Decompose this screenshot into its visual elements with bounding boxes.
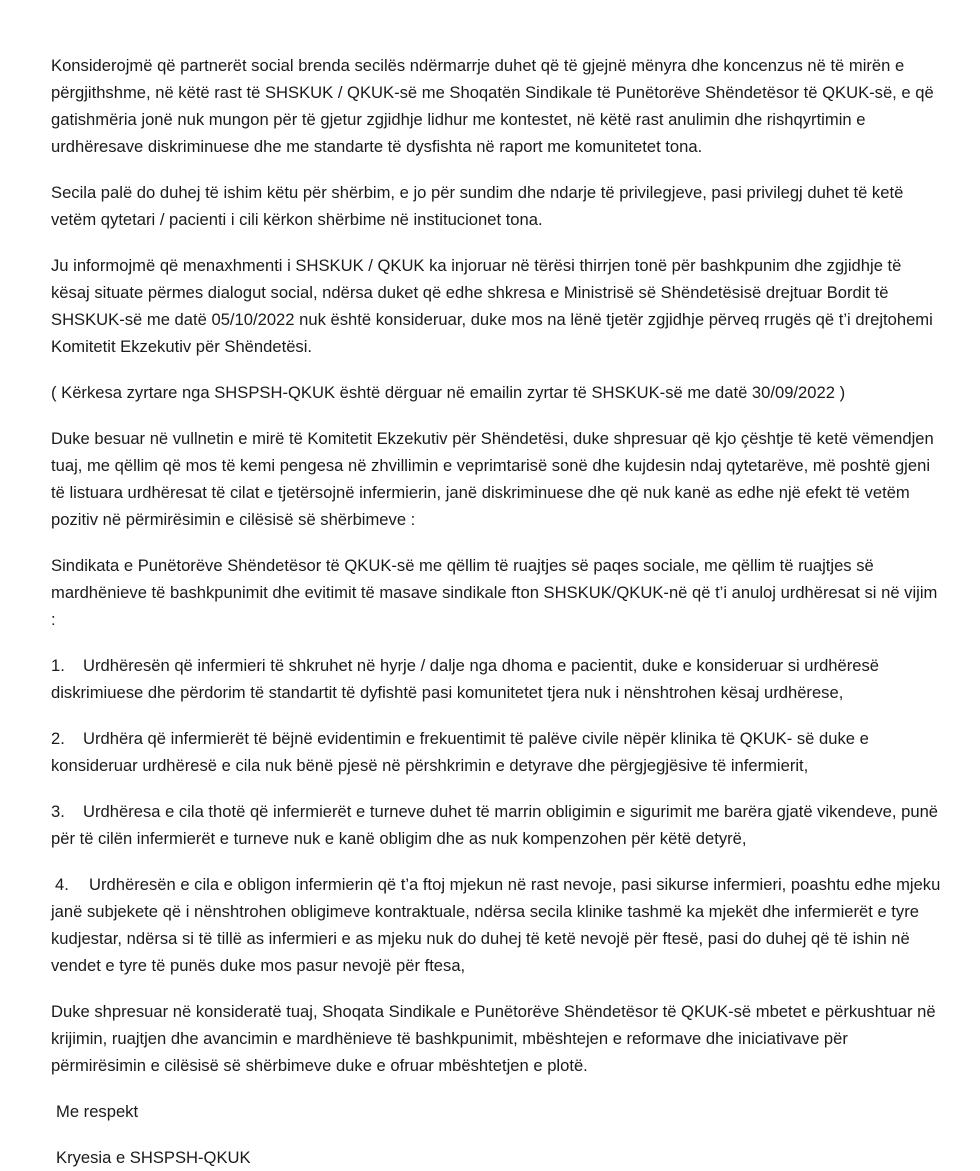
paragraph-management: Ju informojmë që menaxhmenti i SHSKUK / QKUK ka injoruar në tërësi thirrjen tonë për bashkpunim dhe zgjidhje të kësaj situate përmes dialogut social, ndërsa duket që edhe shkresa e Ministrisë së Shëndetësisë drejtuar Bordit të SHSKUK-së me datë 05/10/2022 nuk është konsideruar, duke mos na lënë tjetër zgjidhje përveq rrugës që t’i drejtohemi Komitetit Ekzekutiv për Shëndetësi. xyxy=(51,256,933,356)
paragraph-union-call: Sindikata e Punëtorëve Shëndetësor të QKUK-së me qëllim të ruajtjes së paqes sociale, me qëllim të ruajtjes së mardhënieve të bashkpunimit dhe evitimit të masave sindikale fton SHSKUK/QKUK-në që t’i anuloj urdhëresat si në vijim : xyxy=(51,556,938,629)
list-item xyxy=(51,871,944,979)
paragraph-service: Secila palë do duhej të ishim këtu për shërbim, e jo për sundim dhe ndarje të privilegjeve, pasi privilegj duhet të ketë vetëm qytetari / pacienti i cili kërkon shërbime në institucionet tona. xyxy=(51,183,904,229)
list-item-number: 4. xyxy=(55,875,69,894)
list-item-number: 2. xyxy=(51,729,65,748)
signature: Kryesia e SHSPSH-QKUK xyxy=(56,1148,251,1167)
list-item xyxy=(51,652,944,706)
paragraph-final: Duke shpresuar në konsideratë tuaj, Shoqata Sindikale e Punëtorëve Shëndetësor të QKUK-së mbetet e përkushtuar në krijimin, ruajtjen dhe avancimin e mardhënieve të bashkpunimit, mbështejen e reformave dhe iniciativave për përmirësimin e cilësisë së shërbimeve duke e ofruar mbështetjen e plotë. xyxy=(51,1002,936,1075)
orders-list xyxy=(51,652,944,979)
list-item-text: Urdhëresën e cila e obligon infermierin që t’a ftoj mjekun në rast nevoje, pasi sikurse infermieri, poashtu edhe mjeku janë subjekete që i nënshtrohen obligimeve kontraktuale, ndërsa secila klinike tashmë ka mjekët dhe infermierët e tyre kudjestar, ndërsa si të tillë as infermieri e as mjeku nuk do duhej të ketë nevojë për ftesë, pasi do duhej që të ishin në vendet e tyre të punës duke mos pasur nevojë për ftesa, xyxy=(51,875,941,975)
paragraph-partners: Konsiderojmë që partnerët social brenda secilës ndërmarrje duhet që të gjejnë mënyra dhe koncenzus në të mirën e përgjithshme, në këtë rast të SHSKUK / QKUK-së me Shoqatën Sindikale të Punëtorëve Shëndetësor të QKUK-së, e që gatishmëria jonë nuk mungon për të gjetur zgjidhje lidhur me kontestet, në këtë rast anulimin dhe rishqyrtimin e urdhëresave diskriminuese dhe me standarte të dysfishta në raport me komunitetet tona. xyxy=(51,56,934,156)
paragraph-official-request: ( Kërkesa zyrtare nga SHSPSH-QKUK është dërguar në emailin zyrtar të SHSKUK-së me datë 30/09/2022 ) xyxy=(51,383,846,402)
paragraph-goodwill: Duke besuar në vullnetin e mirë të Komitetit Ekzekutiv për Shëndetësi, duke shpresuar që kjo çështje të ketë vëmendjen tuaj, me qëllim që mos të kemi pengesa në zhvillimin e veprimtarisë sonë dhe kujdesin ndaj qytetarëve, më poshtë gjeni të listuara urdhëresat të cilat e tjetërsojnë infermierin, janë diskriminuese dhe që nuk kanë as edhe një efekt të vetëm pozitiv në përmirësimin e cilësisë së shërbimeve : xyxy=(51,429,934,529)
list-item-number: 1. xyxy=(51,656,65,675)
list-item xyxy=(51,798,944,852)
list-item-text: Urdhëresa e cila thotë që infermierët e turneve duhet të marrin obligimin e sigurimit me barëra gjatë vikendeve, punë për të cilën infermierët e turneve nuk e kanë obligim dhe as nuk kompenzohen për këtë detyrë, xyxy=(51,802,939,848)
list-item xyxy=(51,725,944,779)
list-item-text: Urdhëresën që infermieri të shkruhet në hyrje / dalje nga dhoma e pacientit, duke e konsideruar si urdhëresë diskrimiuese dhe përdorim të standartit të dyfishtë pasi komunitetet tjera nuk i nënshtrohen kësaj urdhërese, xyxy=(51,656,880,702)
list-item-text: Urdhëra që infermierët të bëjnë evidentimin e frekuentimit të palëve civile nëpër klinika të QKUK- së duke e konsideruar urdhëresë e cila nuk bënë pjesë në përshkrimin e detyrave dhe përgjegjësive të infermierit, xyxy=(51,729,869,775)
closing-salutation: Me respekt xyxy=(56,1102,139,1121)
list-item-number: 3. xyxy=(51,802,65,821)
